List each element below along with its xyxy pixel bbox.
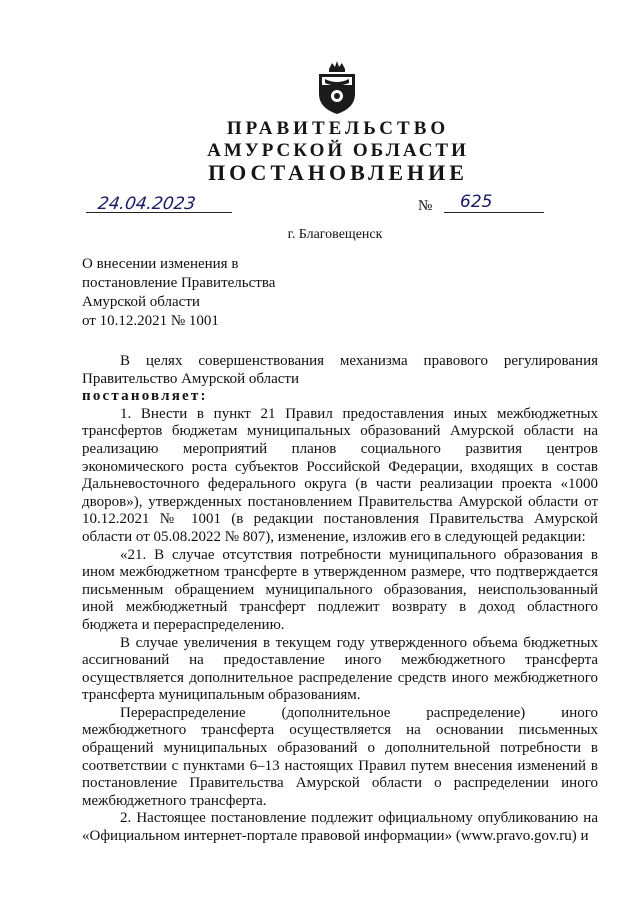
number-label: № bbox=[418, 198, 433, 214]
date-underline bbox=[86, 212, 232, 213]
resolves-label: постановляет: bbox=[82, 388, 208, 405]
document-type-title: ПОСТАНОВЛЕНИЕ bbox=[208, 160, 468, 185]
paragraph-2: «21. В случае отсутствия потребности муниципального образования в ином межбюджетном трансферте в утвержденном размере, что подтверждается письменным обращением муниципального образования, неиспользованный иной межбюджетный трансферт подлежит возврату в доход областного бюджета и перераспределению. bbox=[82, 546, 598, 633]
intro-paragraph: В целях совершенствования механизма правового регулирования Правительство Амурской области bbox=[82, 353, 598, 387]
document-body bbox=[82, 353, 598, 846]
paragraph-4: Перераспределение (дополнительное распределение) иного межбюджетного трансферта осуществляется на основании письменных обращений муниципальных образований о дополнительной потребности в соответствии с пунктами 6–13 настоящих Правил путем внесения изменений в постановление Правительства Амурской области о распределении иного межбюджетного трансферта. bbox=[82, 704, 598, 809]
number-underline bbox=[444, 212, 544, 213]
region-title: АМУРСКОЙ ОБЛАСТИ bbox=[207, 140, 469, 161]
document-number: 625 bbox=[460, 192, 493, 212]
document-date: 24.04.2023 bbox=[96, 194, 197, 214]
coat-of-arms-emblem bbox=[313, 60, 361, 116]
subject-line: Амурской области bbox=[82, 294, 200, 310]
subject-block bbox=[82, 255, 275, 331]
subject-line: от 10.12.2021 № 1001 bbox=[82, 313, 219, 329]
subject-line: О внесении изменения в bbox=[82, 256, 239, 272]
paragraph-1: 1. Внести в пункт 21 Правил предоставления иных межбюджетных трансфертов бюджетам муниципальных образований Амурской области на реализацию мероприятий планов социального развития центров экономического роста субъектов Российской Федерации, входящих в состав Дальневосточного федерального округа (в части реализации проекта «1000 дворов»), утвержденных постановлением Правительства Амурской области от 10.12.2021 № 1001 (в редакции постановления Правительства Амурской области от 05.08.2022 № 807), изменение, изложив его в следующей редакции: bbox=[82, 405, 598, 545]
government-title: ПРАВИТЕЛЬСТВО bbox=[226, 118, 450, 139]
paragraph-5: 2. Настоящее постановление подлежит официальному опубликованию на «Официальном интернет-портале правовой информации» (www.pravo.gov.ru) и bbox=[82, 810, 598, 845]
paragraph-3: В случае увеличения в текущем году утвержденного объема бюджетных ассигнований на предоставление иного межбюджетного трансферта осуществляется дополнительное распределение средств иного межбюджетного трансферта муниципальным образованиям. bbox=[82, 634, 598, 704]
city-name: г. Благовещенск bbox=[287, 227, 383, 242]
subject-line: постановление Правительства bbox=[82, 275, 276, 291]
